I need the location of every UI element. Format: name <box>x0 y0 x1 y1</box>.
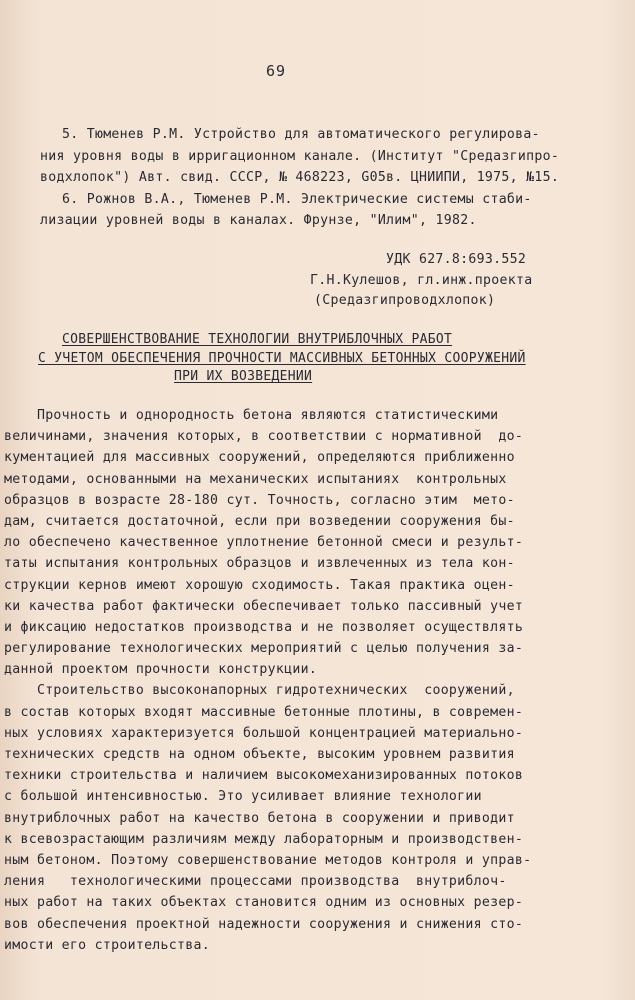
reference-line: лизации уровней воды в каналах. Фрунзе, "Илим", 1982. <box>40 213 477 229</box>
body-line: данной проектом прочности конструкции. <box>4 662 318 678</box>
udc-code: УДК 627.8:693.552 <box>386 252 527 267</box>
article-title <box>38 331 558 387</box>
page-number: 69 <box>266 62 287 80</box>
body-line: ло обеспечено качественное уплотнение бетонной смеси и результ- <box>4 535 524 551</box>
body-line: ным бетоном. Поэтому совершенствование методов контроля и управ- <box>4 852 532 868</box>
body-line: ных условиях характеризуется большой концентрацией материально- <box>4 725 524 741</box>
body-line: струкции кернов имеют хорошую сходимость. Такая практика оцен- <box>4 577 515 593</box>
body-line: к всевозрастающим различиям между лабораторным и производствен- <box>4 831 524 847</box>
body-line: вов обеспечения проектной надежности сооружения и снижения сто- <box>4 916 524 932</box>
body-line: кументацией для массивных сооружений, определяются приближенно <box>4 450 515 466</box>
body-line: технических средств на одном объекте, высоким уровнем развития <box>4 747 515 762</box>
body-line: ки качества работ фактически обеспечивает только пассивный учет <box>4 598 524 614</box>
reference-line: 5. Тюменев Р.М. Устройство для автоматического регулирова- <box>62 127 540 142</box>
title-line: СОВЕРШЕНСТВОВАНИЕ ТЕХНОЛОГИИ ВНУТРИБЛОЧНЫХ РАБОТ <box>62 332 453 347</box>
body-line: Прочность и однородность бетона являются статистическими <box>4 408 499 423</box>
title-line: С УЧЕТОМ ОБЕСПЕЧЕНИЯ ПРОЧНОСТИ МАССИВНЫХ БЕТОННЫХ СООРУЖЕНИЙ <box>38 350 526 366</box>
title-line: ПРИ ИХ ВОЗВЕДЕНИИ <box>174 369 313 384</box>
body-line: дам, считается достаточной, если при возведении сооружения бы- <box>4 513 515 529</box>
reference-line: водхлопок") Авт. свид. СССР, № 468223, G05в. ЦНИИПИ, 1975, №15. <box>40 170 560 186</box>
author-name: Г.Н.Кулешов, гл.инж.проекта <box>310 272 533 288</box>
body-line: Строительство высоконапорных гидротехнических сооружений, <box>4 683 515 699</box>
body-line: образцов в возрасте 28-180 сут. Точность, согласно этим мето- <box>4 492 515 508</box>
body-line: и фиксацию недостатков производства и не позволяет осуществлять <box>4 619 524 635</box>
body-line: величинами, значения которых, в соответствии с нормативной до- <box>4 429 524 445</box>
body-line: регулирование технологических мероприятий с целью получения за- <box>4 641 524 657</box>
body-line: с большой интенсивностью. Это усиливает влияние технологии <box>4 789 482 805</box>
body-line: техники строительства и наличием высокомеханизированных потоков <box>4 768 524 784</box>
body-line: в состав которых входят массивные бетонные плотины, в современ- <box>4 704 524 720</box>
body-line: методами, основанными на механических испытаниях контрольных <box>4 471 507 487</box>
body-line: ления технологическими процессами производства внутриблоч- <box>4 874 507 890</box>
article-body <box>4 405 629 956</box>
body-line: таты испытания контрольных образцов и извлеченных из тела кон- <box>4 556 515 572</box>
reference-list <box>40 124 560 232</box>
reference-line: ния уровня воды в ирригационном канале. (Институт "Средазгипро- <box>40 148 560 164</box>
author-block <box>290 250 532 312</box>
body-line: имости его строительства. <box>4 937 210 953</box>
reference-line: 6. Рожнов В.А., Тюменев Р.М. Электрические системы стаби- <box>62 191 532 207</box>
body-line: внутриблочных работ на качество бетона в сооружении и приводит <box>4 810 515 826</box>
body-line: ных работ на таких объектах становится одним из основных резер- <box>4 895 524 911</box>
author-organization: (Средазгипроводхлопок) <box>314 293 496 308</box>
